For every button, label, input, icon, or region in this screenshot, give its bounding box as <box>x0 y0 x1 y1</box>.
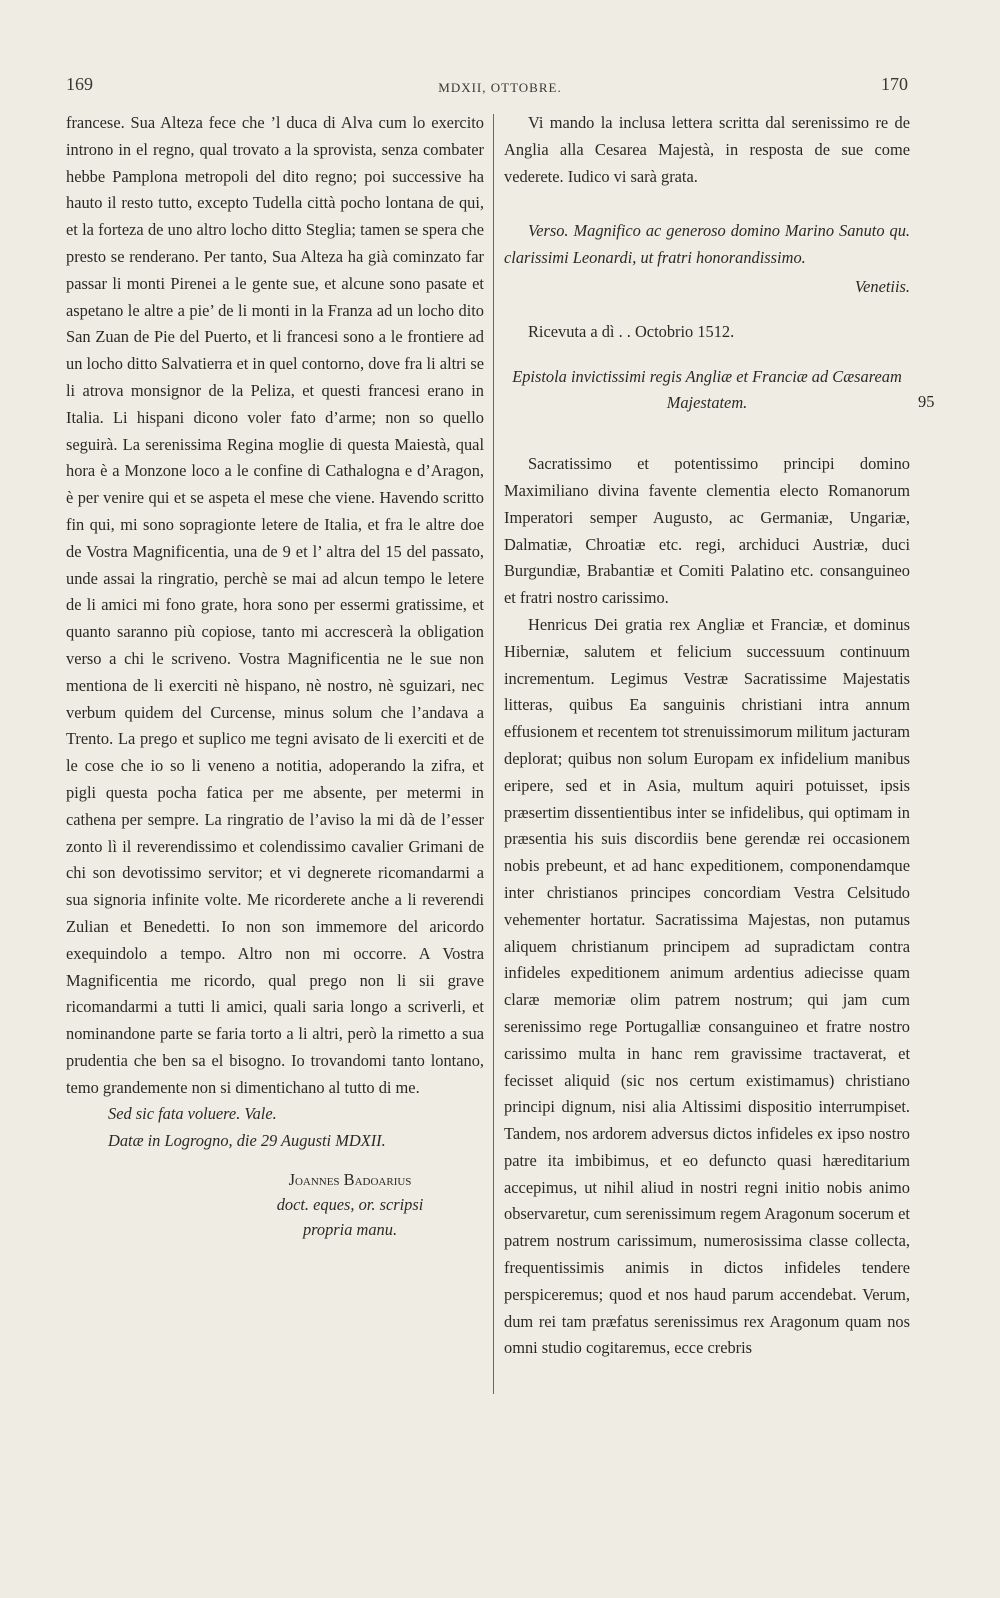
running-header: MDXII, OTTOBRE. <box>438 80 562 95</box>
epistle-title: Epistola invictissimi regis Angliæ et Franciæ ad Cæsaream Majestatem. <box>512 366 902 413</box>
page-number-right: 170 <box>881 74 908 94</box>
column-divider <box>493 114 494 1394</box>
verso-address: Verso. Magnifico ac generoso domino Marino Sanuto qu. clarissimi Leonardi, ut fratri honorandissimo. <box>504 221 910 268</box>
signature-block <box>66 1167 484 1242</box>
closing-line: Sed sic fata voluere. Vale. <box>108 1104 277 1124</box>
left-column <box>66 110 484 1242</box>
intro-paragraph: Vi mando la inclusa lettera scritta dal serenissimo re de Anglia alla Cesarea Majestà, in resposta de sue come vederete. Iudico vi sarà grata. <box>504 113 910 186</box>
signature-title: doct. eques, or. scripsi <box>276 1195 424 1215</box>
epistle-address: Sacratissimo et potentissimo principi domino Maximiliano divina favente clementia electo Romanorum Imperatori semper Augusto, ac Germaniæ, Ungariæ, Dalmatiæ, Chroatiæ etc. regi, archiduci Austriæ, duci Burgundiæ, Brabantiæ et Comiti Palatino etc. consanguineo et fratri nostro carissimo. <box>504 454 910 608</box>
signature-name: Joannes Badoarius <box>288 1170 412 1190</box>
signature-note: propria manu. <box>302 1220 398 1240</box>
right-column <box>504 110 910 1362</box>
date-line: Datæ in Logrogno, die 29 Augusti MDXII. <box>108 1131 386 1151</box>
margin-number: 95 <box>918 392 935 411</box>
venetiis-line: Venetiis. <box>854 276 910 296</box>
epistle-body: Henricus Dei gratia rex Angliæ et Franciæ, et dominus Hiberniæ, salutem et felicium successuum continuum incrementum. Legimus Vestræ Sacratissime Majestatis litteras, quibus Ea sanguinis christiani intra annum effusionem et recentem tot strenuissimorum militum jacturam deplorat; quibus non solum Europam ex infidelium manibus eripere, sed et in Asia, multum aquiri potuisset, ipsis præsertim dissentientibus inter se infidelibus, qui optimam in præsentia his suis discordiis bene gerendæ rei occasionem nobis prebeunt, et ad hanc expeditionem, componendamque inter christianos principes concordiam Vestra Celsitudo vehementer hortatur. Sacratissima Majestas, non putamus aliquem christianum principem ad supradictam contra infideles expeditionem animum ardentius adiecisse quam claræ memoriæ olim patrem nostrum; qui jam cum serenissimo rege Portugalliæ consanguineo et fratre nostro carissimo multa in hanc rem gravissime tractaverat, et fecisset aliquid (sic nos certum existimamus) christiano principi dignum, nisi alia Altissimi dispositio interrumpiset. Tandem, nos ardorem adversus dictos infideles ex ipso nostro patre ita imbibimus, et eo defuncto quasi hæreditarium accepimus, ut nihil aliud in nostri regni initio nobis animo observaretur, cum serenissimum regem Aragonum socerum et patrem nostrum carissimum, numerosissima classe collecta, frequentissimis animis in dictos infideles tendere perspiceremus; quod et nos haud parum accendebat. Verum, dum rei tam præfatus serenissimus rex Aragonum quam nos omni studio cogitaremus, ecce crebris <box>504 614 910 1358</box>
page-number-left: 169 <box>66 74 93 94</box>
letter-body: francese. Sua Alteza fece che ’l duca di Alva cum lo exercito introno in el regno, qual trovato a la sprovista, senza combater hebbe Pamplona metropoli del dito regno; poi successive ha hauto il resto tutto, excepto Tudella città pocho lontana de qui, et la forteza de uno altro locho ditto Steglia; tamen se spera che presto se renderano. Per tanto, Sua Alteza ha già cominzato far passar li monti Pirenei a le gente sue, et alcune sono pasate et aspetano le altre a pie’ de li monti in la Franza ad un locho dito San Zuan de Pie del Puerto, et li francesi sono a le frontiere ad un locho ditto Salvatierra et in quel contorno, dove fra li altri se li atrova monsignor de la Peliza, et questi francesi erano in Italia. Li hispani dicono voler fato d’arme; non so quello seguirà. La serenissima Regina moglie di questa Maiestà, qual hora è a Monzone loco a le confine di Cathalogna e d’Aragon, è per venire qui et se aspeta el mese che viene. Havendo scritto fin qui, mi sono sopragionte letere de Italia, et fra le altre doe de Vostra Magnificentia, una de 9 et l’ altra del 15 del passato, unde assai la ringratio, perchè se mai ad alcun tempo le letere de li amici mi fono grate, hora sono per essermi gratissime, et quanto saranno più copiose, tanto mi accrescerà la obligation verso a chi le scriveno. Vostra Magnificentia ne le sue non mentiona de li exerciti nè hispano, nè nostro, nè sguizari, nec verbum quidem del Curcense, minus solum che l’andava a Trento. La prego et suplico me tegni avisato de li exerciti et de le cose che io so li veneno a notitia, adoperando la zifra, et pigli questa pocha fatica per me absente, per metermi in cathena per sempre. La ringratio de l’aviso la mi dà de l’esser zonto lì il reverendissimo et colendissimo cavalier Grimani de chi son devotissimo servitor; et vi degnerete ricomandarmi a sua signoria infinite volte. Me ricorderete anche a li reverendi Zulian et Benedetti. Io non son immemore del aricordo exequindolo a tempo. Altro non mi occorre. A Vostra Magnificentia me ricordo, qual prego non li sii grave ricomandarmi a tutti li amici, quali saria longo a scriverli, et nominandone parte se faria torto a li altri, però la rimetto a sua prudentia che ben sa el bisogno. Io trovandomi tanto lontano, temo grandemente non si dimentichano al tutto di me. <box>66 113 484 1097</box>
received-date: Ricevuta a dì . . Octobrio 1512. <box>528 321 735 341</box>
